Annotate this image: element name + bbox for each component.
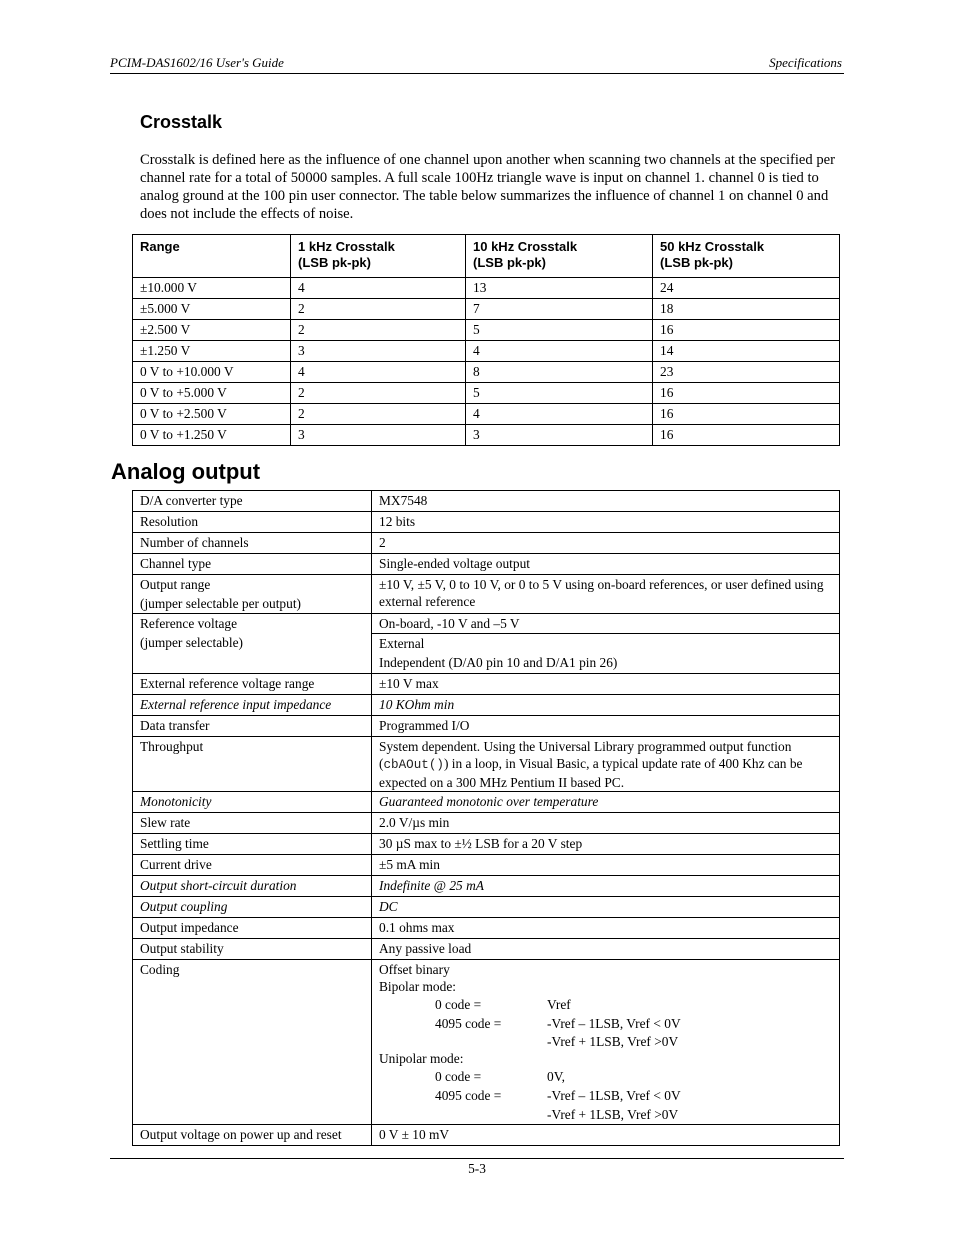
code-value: -Vref + 1LSB, Vref >0V — [547, 1034, 679, 1049]
spec-value: 2.0 V/µs min — [372, 813, 840, 834]
spec-value: 2 — [372, 533, 840, 554]
value-cell: 3 — [466, 425, 653, 446]
table-row — [133, 939, 840, 960]
value-cell: 23 — [653, 362, 840, 383]
spec-value: ±10 V, ±5 V, 0 to 10 V, or 0 to 5 V using on-board references, or user defined using external reference — [372, 575, 840, 614]
ref-external-label: External — [379, 636, 425, 651]
range-cell: ±10.000 V — [133, 278, 291, 299]
column-header — [653, 235, 840, 278]
code-label: 0 code = — [435, 1069, 482, 1084]
value-cell: 16 — [653, 425, 840, 446]
value-cell: 5 — [466, 383, 653, 404]
spec-value — [372, 614, 840, 674]
table-row — [133, 575, 840, 614]
spec-label-line2: (jumper selectable per output) — [140, 596, 301, 611]
crosstalk-table — [132, 234, 840, 446]
unipolar-max-row-2 — [379, 1105, 832, 1124]
spec-label: Data transfer — [133, 716, 372, 737]
table-row — [133, 855, 840, 876]
spec-label-line2: (jumper selectable) — [140, 635, 243, 650]
code-label: 4095 code = — [435, 1088, 502, 1103]
table-row — [133, 512, 840, 533]
page-number: 5-3 — [468, 1161, 486, 1176]
spec-label: Coding — [133, 960, 372, 1125]
table-row — [133, 737, 840, 792]
spec-label: Output coupling — [133, 897, 372, 918]
table-row — [133, 341, 840, 362]
spec-label: Output voltage on power up and reset — [133, 1125, 372, 1146]
table-row — [133, 299, 840, 320]
crosstalk-intro: Crosstalk is defined here as the influence of one channel upon another when scanning two channels at the specified per channel rate for a total of 50000 samples. A full scale 100Hz triangle wave is input on channel 1. channel 0 is tied to analog ground at the 100 pin user connector. The table below summarizes the influence of channel 1 on channel 0 and does not include the effects of noise. — [140, 152, 835, 222]
code-value: Vref — [547, 997, 571, 1012]
spec-label: External reference voltage range — [133, 674, 372, 695]
running-header-section: Specifications — [769, 55, 842, 70]
spec-label-line1: Output range — [140, 577, 211, 592]
bipolar-max-row-2 — [379, 1033, 832, 1050]
spec-value: ±5 mA min — [372, 855, 840, 876]
spec-value — [372, 737, 840, 792]
spec-value: MX7548 — [372, 491, 840, 512]
value-cell: 16 — [653, 320, 840, 341]
table-row — [133, 792, 840, 813]
column-header — [291, 235, 466, 278]
spec-value: Programmed I/O — [372, 716, 840, 737]
analog-output-table — [132, 490, 840, 1146]
analog-output-heading: Analog output — [111, 459, 261, 484]
footer-rule — [110, 1158, 844, 1159]
spec-label: Monotonicity — [133, 792, 372, 813]
spec-value: DC — [372, 897, 840, 918]
table-row — [133, 533, 840, 554]
range-cell: 0 V to +5.000 V — [133, 383, 291, 404]
table-row — [133, 320, 840, 341]
ref-external-detail: Independent (D/A0 pin 10 and D/A1 pin 26) — [379, 655, 618, 670]
code-value: 0V, — [547, 1069, 565, 1084]
coding-format: Offset binary — [379, 962, 450, 977]
spec-value: Any passive load — [372, 939, 840, 960]
function-name: cbAOut() — [383, 758, 444, 772]
spec-label-line1: Reference voltage — [140, 616, 238, 631]
value-cell: 2 — [291, 299, 466, 320]
spec-value: 30 µS max to ±½ LSB for a 20 V step — [372, 834, 840, 855]
column-header-line1: 10 kHz Crosstalk — [473, 239, 578, 254]
ref-onboard: On-board, -10 V and –5 V — [372, 614, 839, 634]
table-row — [133, 695, 840, 716]
spec-label: Output short-circuit duration — [133, 876, 372, 897]
value-cell: 24 — [653, 278, 840, 299]
value-cell: 16 — [653, 383, 840, 404]
table-row — [133, 614, 840, 674]
value-cell: 8 — [466, 362, 653, 383]
value-cell: 7 — [466, 299, 653, 320]
range-cell: 0 V to +10.000 V — [133, 362, 291, 383]
spec-label: Current drive — [133, 855, 372, 876]
column-header-line1: Range — [140, 239, 180, 254]
table-row — [133, 1125, 840, 1146]
range-cell: 0 V to +2.500 V — [133, 404, 291, 425]
table-row — [133, 383, 840, 404]
spec-value — [372, 960, 840, 1125]
spec-label: Throughput — [133, 737, 372, 792]
code-value: -Vref – 1LSB, Vref < 0V — [547, 1016, 681, 1031]
spec-value: 0.1 ohms max — [372, 918, 840, 939]
spec-value: Indefinite @ 25 mA — [372, 876, 840, 897]
crosstalk-heading: Crosstalk — [140, 112, 223, 132]
throughput-text-a: System dependent. Using the Universal Library programmed output function ( — [379, 739, 792, 771]
crosstalk-header-row — [133, 235, 840, 278]
value-cell: 2 — [291, 383, 466, 404]
table-row — [133, 897, 840, 918]
table-row — [133, 278, 840, 299]
column-header-line1: 50 kHz Crosstalk — [660, 239, 765, 254]
spec-value: 0 V ± 10 mV — [372, 1125, 840, 1146]
spec-value: 10 KOhm min — [372, 695, 840, 716]
value-cell: 18 — [653, 299, 840, 320]
value-cell: 2 — [291, 320, 466, 341]
value-cell: 4 — [291, 362, 466, 383]
unipolar-zero-row — [379, 1067, 832, 1086]
value-cell: 4 — [291, 278, 466, 299]
spec-label — [133, 614, 372, 674]
column-header-line1: 1 kHz Crosstalk — [298, 239, 395, 254]
range-cell: 0 V to +1.250 V — [133, 425, 291, 446]
code-label: 4095 code = — [435, 1016, 502, 1031]
unipolar-title: Unipolar mode: — [379, 1051, 464, 1066]
spec-label: Output impedance — [133, 918, 372, 939]
spec-value: 12 bits — [372, 512, 840, 533]
running-header-title: PCIM-DAS1602/16 User's Guide — [110, 55, 284, 70]
ref-external — [372, 634, 839, 673]
spec-label: Output stability — [133, 939, 372, 960]
spec-label: Channel type — [133, 554, 372, 575]
value-cell: 2 — [291, 404, 466, 425]
spec-label: Slew rate — [133, 813, 372, 834]
column-header-line2: (LSB pk-pk) — [298, 255, 371, 270]
spec-value: Guaranteed monotonic over temperature — [372, 792, 840, 813]
table-row — [133, 876, 840, 897]
value-cell: 13 — [466, 278, 653, 299]
throughput-text-b: ) in a loop, in Visual Basic, a typical update rate of 400 Khz can be expected on a 300 MHz Pentium II based PC. — [379, 756, 803, 790]
spec-label: D/A converter type — [133, 491, 372, 512]
range-cell: ±5.000 V — [133, 299, 291, 320]
table-row — [133, 716, 840, 737]
table-row — [133, 918, 840, 939]
column-header-line2: (LSB pk-pk) — [473, 255, 546, 270]
table-row — [133, 554, 840, 575]
column-header — [466, 235, 653, 278]
table-row — [133, 425, 840, 446]
spec-label — [133, 575, 372, 614]
spec-label: Settling time — [133, 834, 372, 855]
value-cell: 4 — [466, 341, 653, 362]
spec-value: ±10 V max — [372, 674, 840, 695]
table-row — [133, 834, 840, 855]
value-cell: 3 — [291, 341, 466, 362]
value-cell: 5 — [466, 320, 653, 341]
spec-value: Single-ended voltage output — [372, 554, 840, 575]
spec-label: Resolution — [133, 512, 372, 533]
table-row — [133, 404, 840, 425]
header-rule — [110, 73, 844, 74]
code-label: 0 code = — [435, 997, 482, 1012]
spec-label: Number of channels — [133, 533, 372, 554]
table-row — [133, 960, 840, 1125]
bipolar-zero-row — [379, 995, 832, 1014]
bipolar-title: Bipolar mode: — [379, 979, 456, 994]
column-header — [133, 235, 291, 278]
table-row — [133, 813, 840, 834]
value-cell: 14 — [653, 341, 840, 362]
bipolar-max-row — [379, 1014, 832, 1033]
value-cell: 3 — [291, 425, 466, 446]
table-row — [133, 674, 840, 695]
table-row — [133, 491, 840, 512]
range-cell: ±2.500 V — [133, 320, 291, 341]
spec-label: External reference input impedance — [133, 695, 372, 716]
range-cell: ±1.250 V — [133, 341, 291, 362]
value-cell: 4 — [466, 404, 653, 425]
value-cell: 16 — [653, 404, 840, 425]
code-value: -Vref – 1LSB, Vref < 0V — [547, 1088, 681, 1103]
unipolar-max-row — [379, 1086, 832, 1105]
code-value: -Vref + 1LSB, Vref >0V — [547, 1107, 679, 1122]
column-header-line2: (LSB pk-pk) — [660, 255, 733, 270]
table-row — [133, 362, 840, 383]
